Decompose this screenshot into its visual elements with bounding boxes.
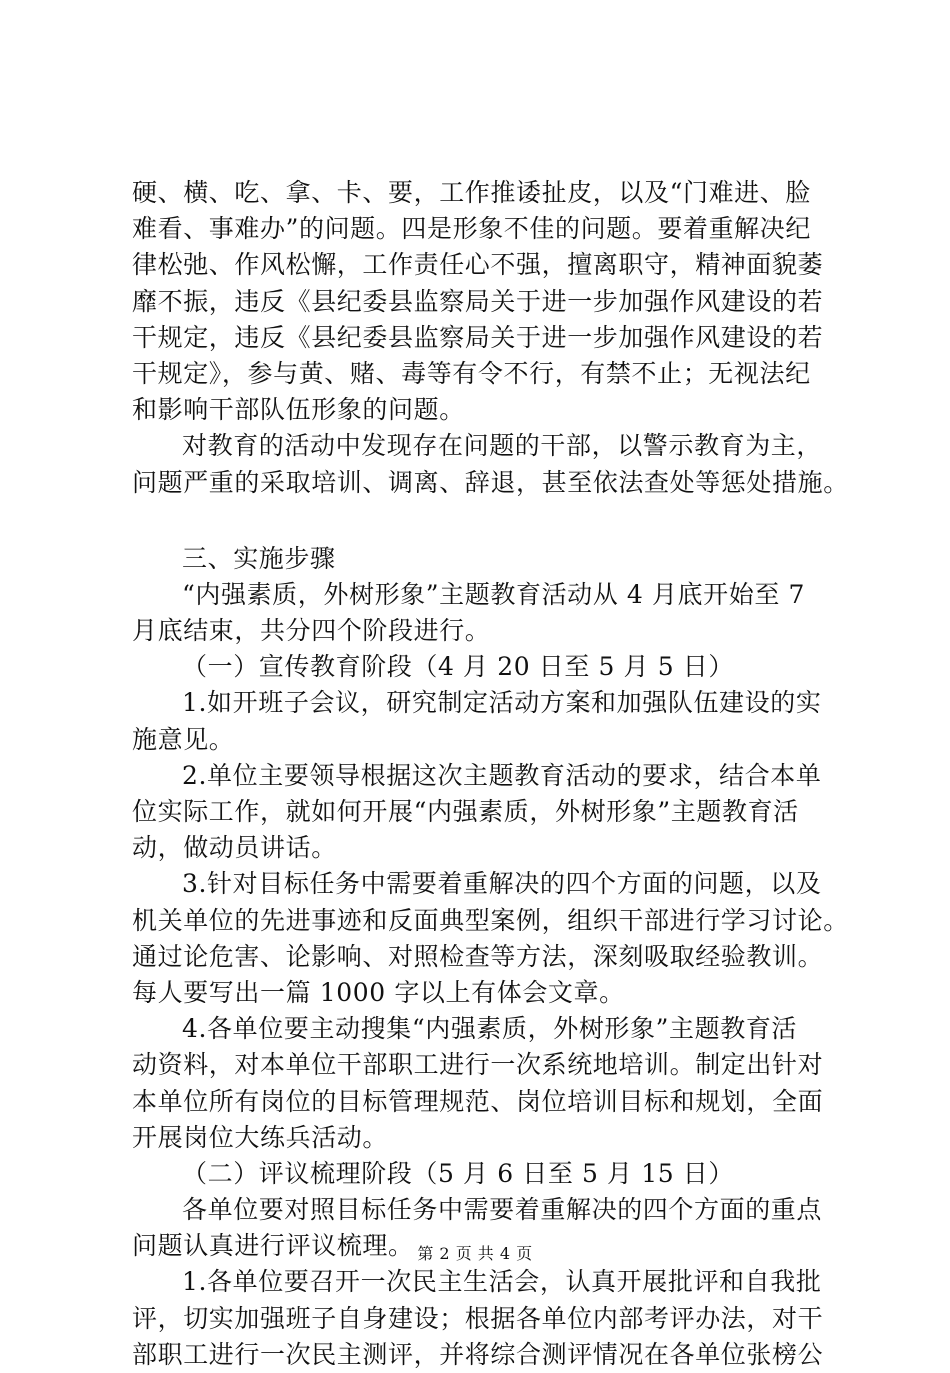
text-line: 每人要写出一篇 1000 字以上有体会文章。 bbox=[132, 977, 625, 1007]
page-footer: 第 2 页 共 4 页 bbox=[417, 1244, 533, 1263]
text-line: 3.针对目标任务中需要着重解决的四个方面的问题，以及 bbox=[182, 869, 822, 899]
text-line: 和影响干部队伍形象的问题。 bbox=[132, 395, 465, 425]
text-line: 对教育的活动中发现存在问题的干部，以警示教育为主， bbox=[182, 431, 823, 461]
text-line: 1.各单位要召开一次民主生活会，认真开展批评和自我批 bbox=[182, 1267, 822, 1297]
text-line: 干规定》，参与黄、赌、毒等有令不行，有禁不止；无视法纪 bbox=[132, 358, 811, 388]
text-line: 位实际工作，就如何开展“内强素质，外树形象”主题教育活 bbox=[132, 797, 799, 826]
text-line: 各单位要对照目标任务中需要着重解决的四个方面的重点 bbox=[182, 1195, 823, 1225]
text-line: 动资料，对本单位干部职工进行一次系统地培训。制定出针对 bbox=[132, 1050, 824, 1080]
text-line: 干规定，违反《县纪委县监察局关于进一步加强作风建设的若 bbox=[132, 322, 824, 352]
text-line: 施意见。 bbox=[132, 724, 235, 754]
text-line: 问题认真进行评议梳理。 bbox=[132, 1231, 414, 1261]
text-line: “内强素质，外树形象”主题教育活动从 4 月底开始至 7 bbox=[182, 579, 806, 609]
text-line: （一）宣传教育阶段（4 月 20 日至 5 月 5 日） bbox=[182, 652, 734, 682]
text-line: 动，做动员讲话。 bbox=[132, 833, 337, 863]
text-line: 月底结束，共分四个阶段进行。 bbox=[132, 616, 491, 646]
text-line: 靡不振，违反《县纪委县监察局关于进一步加强作风建设的若 bbox=[132, 286, 824, 316]
text-line: 硬、横、吃、拿、卡、要，工作推诿扯皮，以及“门难进、脸 bbox=[132, 178, 811, 207]
text-line: 机关单位的先进事迹和反面典型案例，组织干部进行学习讨论。 bbox=[132, 905, 849, 935]
paragraph-gap bbox=[132, 501, 844, 541]
text-line: 评，切实加强班子自身建设；根据各单位内部考评办法，对干 bbox=[132, 1303, 824, 1333]
text-line: 通过论危害、论影响、对照检查等方法，深刻吸取经验教训。 bbox=[132, 941, 824, 971]
text-line: （二）评议梳理阶段（5 月 6 日至 5 月 15 日） bbox=[182, 1158, 734, 1188]
text-line: 4.各单位要主动搜集“内强素质，外树形象”主题教育活 bbox=[182, 1014, 798, 1044]
text-line: 部职工进行一次民主测评，并将综合测评情况在各单位张榜公 bbox=[132, 1339, 824, 1369]
text-line: 开展岗位大练兵活动。 bbox=[132, 1122, 389, 1152]
text-line: 三、实施步骤 bbox=[182, 543, 336, 573]
text-line: 问题严重的采取培训、调离、辞退，甚至依法查处等惩处措施。 bbox=[132, 467, 849, 497]
text-line: 1.如开班子会议，研究制定活动方案和加强队伍建设的实 bbox=[182, 688, 822, 718]
text-line: 本单位所有岗位的目标管理规范、岗位培训目标和规划，全面 bbox=[132, 1086, 824, 1116]
text-line: 难看、事难办”的问题。四是形象不佳的问题。要着重解决纪 bbox=[132, 214, 811, 244]
document-body bbox=[132, 175, 849, 1373]
text-line: 2.单位主要领导根据这次主题教育活动的要求，结合本单 bbox=[182, 760, 822, 790]
text-line: 律松弛、作风松懈，工作责任心不强，擅离职守，精神面貌萎 bbox=[132, 250, 824, 280]
